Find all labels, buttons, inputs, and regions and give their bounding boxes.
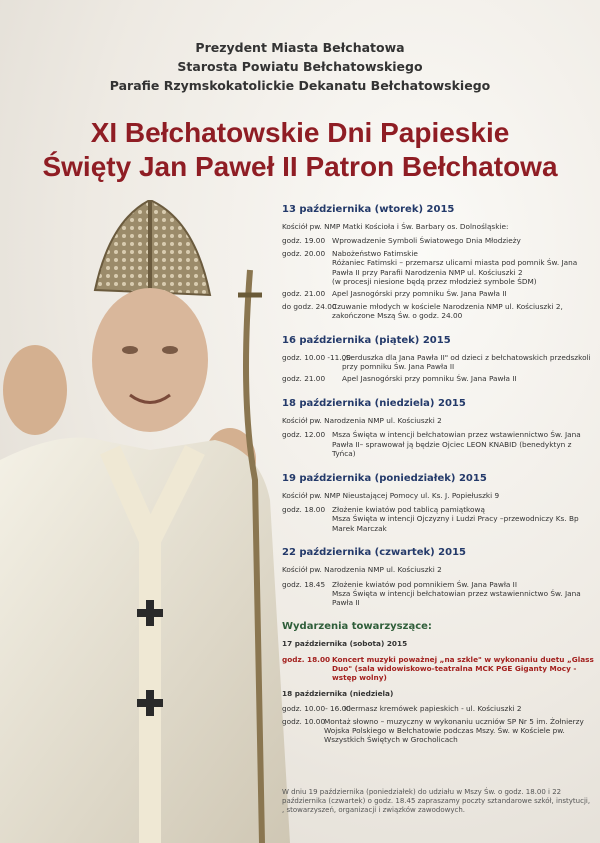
day-16 (282, 335, 594, 384)
event-day-2: 18 października (niedziela) (282, 688, 394, 698)
day-place: Kościół pw. Narodzenia NMP ul. Kościuszki 2 (282, 415, 442, 425)
row-time: godz. 10.00- 16.00 (282, 704, 351, 714)
organizer-1: Prezydent Miasta Bełchatowa (195, 40, 405, 55)
schedule-row (282, 374, 594, 383)
schedule-row (282, 236, 594, 245)
poster-title (0, 116, 600, 184)
pope-portrait-image (0, 200, 300, 843)
organizer-3: Parafie Rzymskokatolickie Dekanatu Bełchatowskiego (109, 78, 491, 93)
row-time: godz. 18.45 (282, 579, 326, 589)
accompanying-events (282, 622, 594, 745)
row-desc: Wprowadzenie Symboli Światowego Dnia Młodzieży (332, 236, 521, 246)
day-19 (282, 473, 594, 534)
row-desc: Kiermasz kremówek papieskich - ul. Kościuszki 2 (344, 704, 522, 714)
row-desc: Montaż słowno – muzyczny w wykonaniu uczniów SP Nr 5 im. Żołnierzy Wojska Polskiego w Bełchatowie podczas Mszy. Św. w Kościele pw. Wszystkich Świętych w Grocholicach (324, 716, 584, 745)
schedule (282, 204, 594, 748)
day-place: Kościół pw. NMP Nieustającej Pomocy ul. Ks. J. Popiełuszki 9 (282, 490, 500, 500)
day-date: 18 października (niedziela) 2015 (282, 397, 466, 409)
row-time: godz. 21.00 (282, 374, 326, 384)
row-time: godz. 20.00 (282, 248, 326, 258)
day-place: Kościół pw. NMP Matki Kościoła i Św. Barbary os. Dolnośląskie: (282, 222, 509, 231)
day-date: 16 października (piątek) 2015 (282, 334, 451, 346)
event-day-1: 17 października (sobota) 2015 (282, 639, 408, 649)
row-time: godz. 21.00 (282, 289, 326, 299)
row-desc: „Serduszka dla Jana Pawła II" od dzieci z bełchatowskich przedszkoli przy pomniku Św. Jana Pawła II (342, 352, 591, 372)
row-desc: Msza Święta w intencji bełchatowian przez wstawiennictwo Św. Jana Pawła II– sprawował ją będzie Ojciec LEON KNABID (benedyktyn z Tyńca) (332, 430, 581, 459)
schedule-row (282, 430, 594, 458)
event-row-highlight (282, 655, 594, 683)
row-time: godz. 19.00 (282, 236, 326, 246)
day-date: 22 października (czwartek) 2015 (282, 547, 467, 559)
schedule-row (282, 289, 594, 298)
schedule-row (282, 717, 594, 745)
schedule-row (282, 249, 594, 287)
schedule-row (282, 353, 594, 372)
row-time: godz. 10.00 -11.00 (282, 352, 351, 362)
schedule-row (282, 505, 594, 533)
footer-note: W dniu 19 października (poniedziałek) do udziału w Mszy Św. o godz. 18.00 i 22 października (czwartek) o godz. 18.45 zapraszamy poczty sztandarowe szkół, instytucji, , stowarzyszeń, organizacji i związków zawodowych. (282, 788, 591, 815)
row-desc: Koncert muzyki poważnej „na szkle" w wykonaniu duetu „Glass Duo" (sala widowiskowo-teatralna MCK PGE Giganty Mocy - wstęp wolny) (332, 654, 594, 683)
row-time: godz. 18.00 (282, 504, 326, 514)
row-time: do godz. 24.00 (282, 301, 337, 311)
row-desc: Apel Jasnogórski przy pomniku Św. Jana Pawła II (332, 289, 507, 299)
schedule-row (282, 580, 594, 608)
row-desc: Czuwanie młodych w kościele Narodzenia NMP ul. Kościuszki 2, zakończone Mszą Św. o godz. 24.00 (332, 301, 563, 321)
events-heading: Wydarzenia towarzyszące: (282, 620, 432, 632)
day-place: Kościół pw. Narodzenia NMP ul. Kościuszki 2 (282, 565, 442, 575)
row-time: godz. 10.00 (282, 716, 326, 726)
schedule-row (282, 704, 594, 713)
day-18 (282, 398, 594, 459)
day-22 (282, 547, 594, 608)
row-desc: Złożenie kwiatów pod tablicą pamiątkową Msza Święta w intencji Ojczyzny i Ludzi Pracy –przewodniczy Ks. Bp Marek Marczak (332, 504, 579, 533)
row-desc: Apel Jasnogórski przy pomniku Św. Jana Pawła II (342, 374, 517, 384)
row-desc: Złożenie kwiatów pod pomnikiem Św. Jana Pawła II Msza Święta w intencji bełchatowian przez wstawiennictwo Św. Jana Pawła II (332, 579, 581, 608)
header (0, 38, 600, 95)
organizer-2: Starosta Powiatu Bełchatowskiego (177, 59, 423, 74)
title-line-2: Święty Jan Paweł II Patron Bełchatowa (42, 151, 558, 182)
title-line-1: XI Bełchatowskie Dni Papieskie (90, 117, 510, 148)
row-desc: Nabożeństwo Fatimskie Różaniec Fatimski – przemarsz ulicami miasta pod pomnik Św. Jana Pawła II przy Parafii Narodzenia NMP ul. Kościuszki 2 (w procesji niesione będą przez młodzież symbole ŚDM) (332, 248, 578, 287)
row-time: godz. 12.00 (282, 430, 326, 440)
day-date: 19 października (poniedziałek) 2015 (282, 472, 487, 484)
day-date: 13 października (wtorek) 2015 (282, 204, 455, 215)
day-13 (282, 204, 594, 321)
row-time: godz. 18.00 (282, 654, 331, 664)
schedule-row (282, 302, 594, 321)
